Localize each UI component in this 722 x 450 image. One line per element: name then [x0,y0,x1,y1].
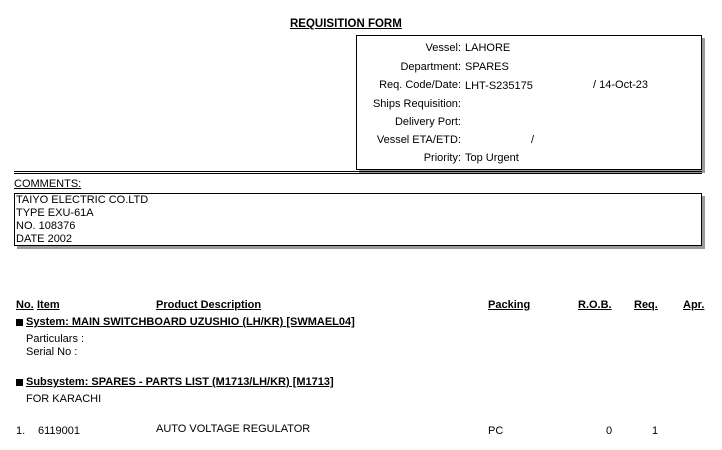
info-row-delivery-port [357,116,701,130]
particulars-label: Particulars : [26,333,85,345]
info-label: Delivery Port: [394,116,461,128]
system-title: System: MAIN SWITCHBOARD UZUSHIO (LH/KR) [SWMAEL04] [26,316,355,328]
info-date: / 14-Oct-23 [593,79,649,91]
subsystem-title: Subsystem: SPARES - PARTS LIST (M1713/LH/KR) [M1713] [26,376,334,388]
info-value: SPARES [465,61,509,73]
form-title: REQUISITION FORM [290,18,402,30]
header-product-description: Product Description [156,299,262,311]
row-no: 1. [16,425,26,437]
info-row-priority [357,152,701,166]
row-item: 6119001 [38,425,81,437]
row-req: 1 [652,425,659,437]
info-row-eta-etd [357,134,701,148]
header-packing: Packing [488,299,531,311]
comments-box [14,193,702,246]
comment-line: NO. 108376 [16,220,76,232]
divider-line [14,171,702,172]
info-value: LHT-S235175 [465,80,533,92]
info-label: Priority: [423,152,461,164]
info-label: Vessel: [425,42,461,54]
info-label: Ships Requisition: [372,98,461,110]
requisition-info-box [356,35,702,170]
info-date: / [531,134,535,146]
header-req: Req. [634,299,658,311]
comment-line: TYPE EXU-61A [16,207,94,219]
subsystem-note: FOR KARACHI [26,393,102,405]
divider-line [14,173,702,174]
header-apr: Apr. [683,299,705,311]
row-description: AUTO VOLTAGE REGULATOR [156,423,311,435]
row-rob: 0 [606,425,613,437]
row-packing: PC [488,425,504,437]
header-no: No. [16,299,34,311]
info-value: LAHORE [465,42,511,54]
comments-label: COMMENTS: [14,178,82,190]
info-row-ships-requisition [357,98,701,112]
comment-line: TAIYO ELECTRIC CO.LTD [16,194,149,206]
header-rob: R.O.B. [578,299,612,311]
info-label: Req. Code/Date: [379,79,461,91]
serial-no-label: Serial No : [26,346,78,358]
info-label: Vessel ETA/ETD: [376,134,461,146]
info-row-department [357,61,701,75]
header-item: Item [37,299,60,311]
square-bullet-icon [16,319,23,326]
info-row-vessel [357,42,701,56]
info-label: Department: [400,61,461,73]
square-bullet-icon [16,379,23,386]
info-value: Top Urgent [465,152,519,164]
info-row-req-code [357,79,701,93]
comment-line: DATE 2002 [16,233,73,245]
